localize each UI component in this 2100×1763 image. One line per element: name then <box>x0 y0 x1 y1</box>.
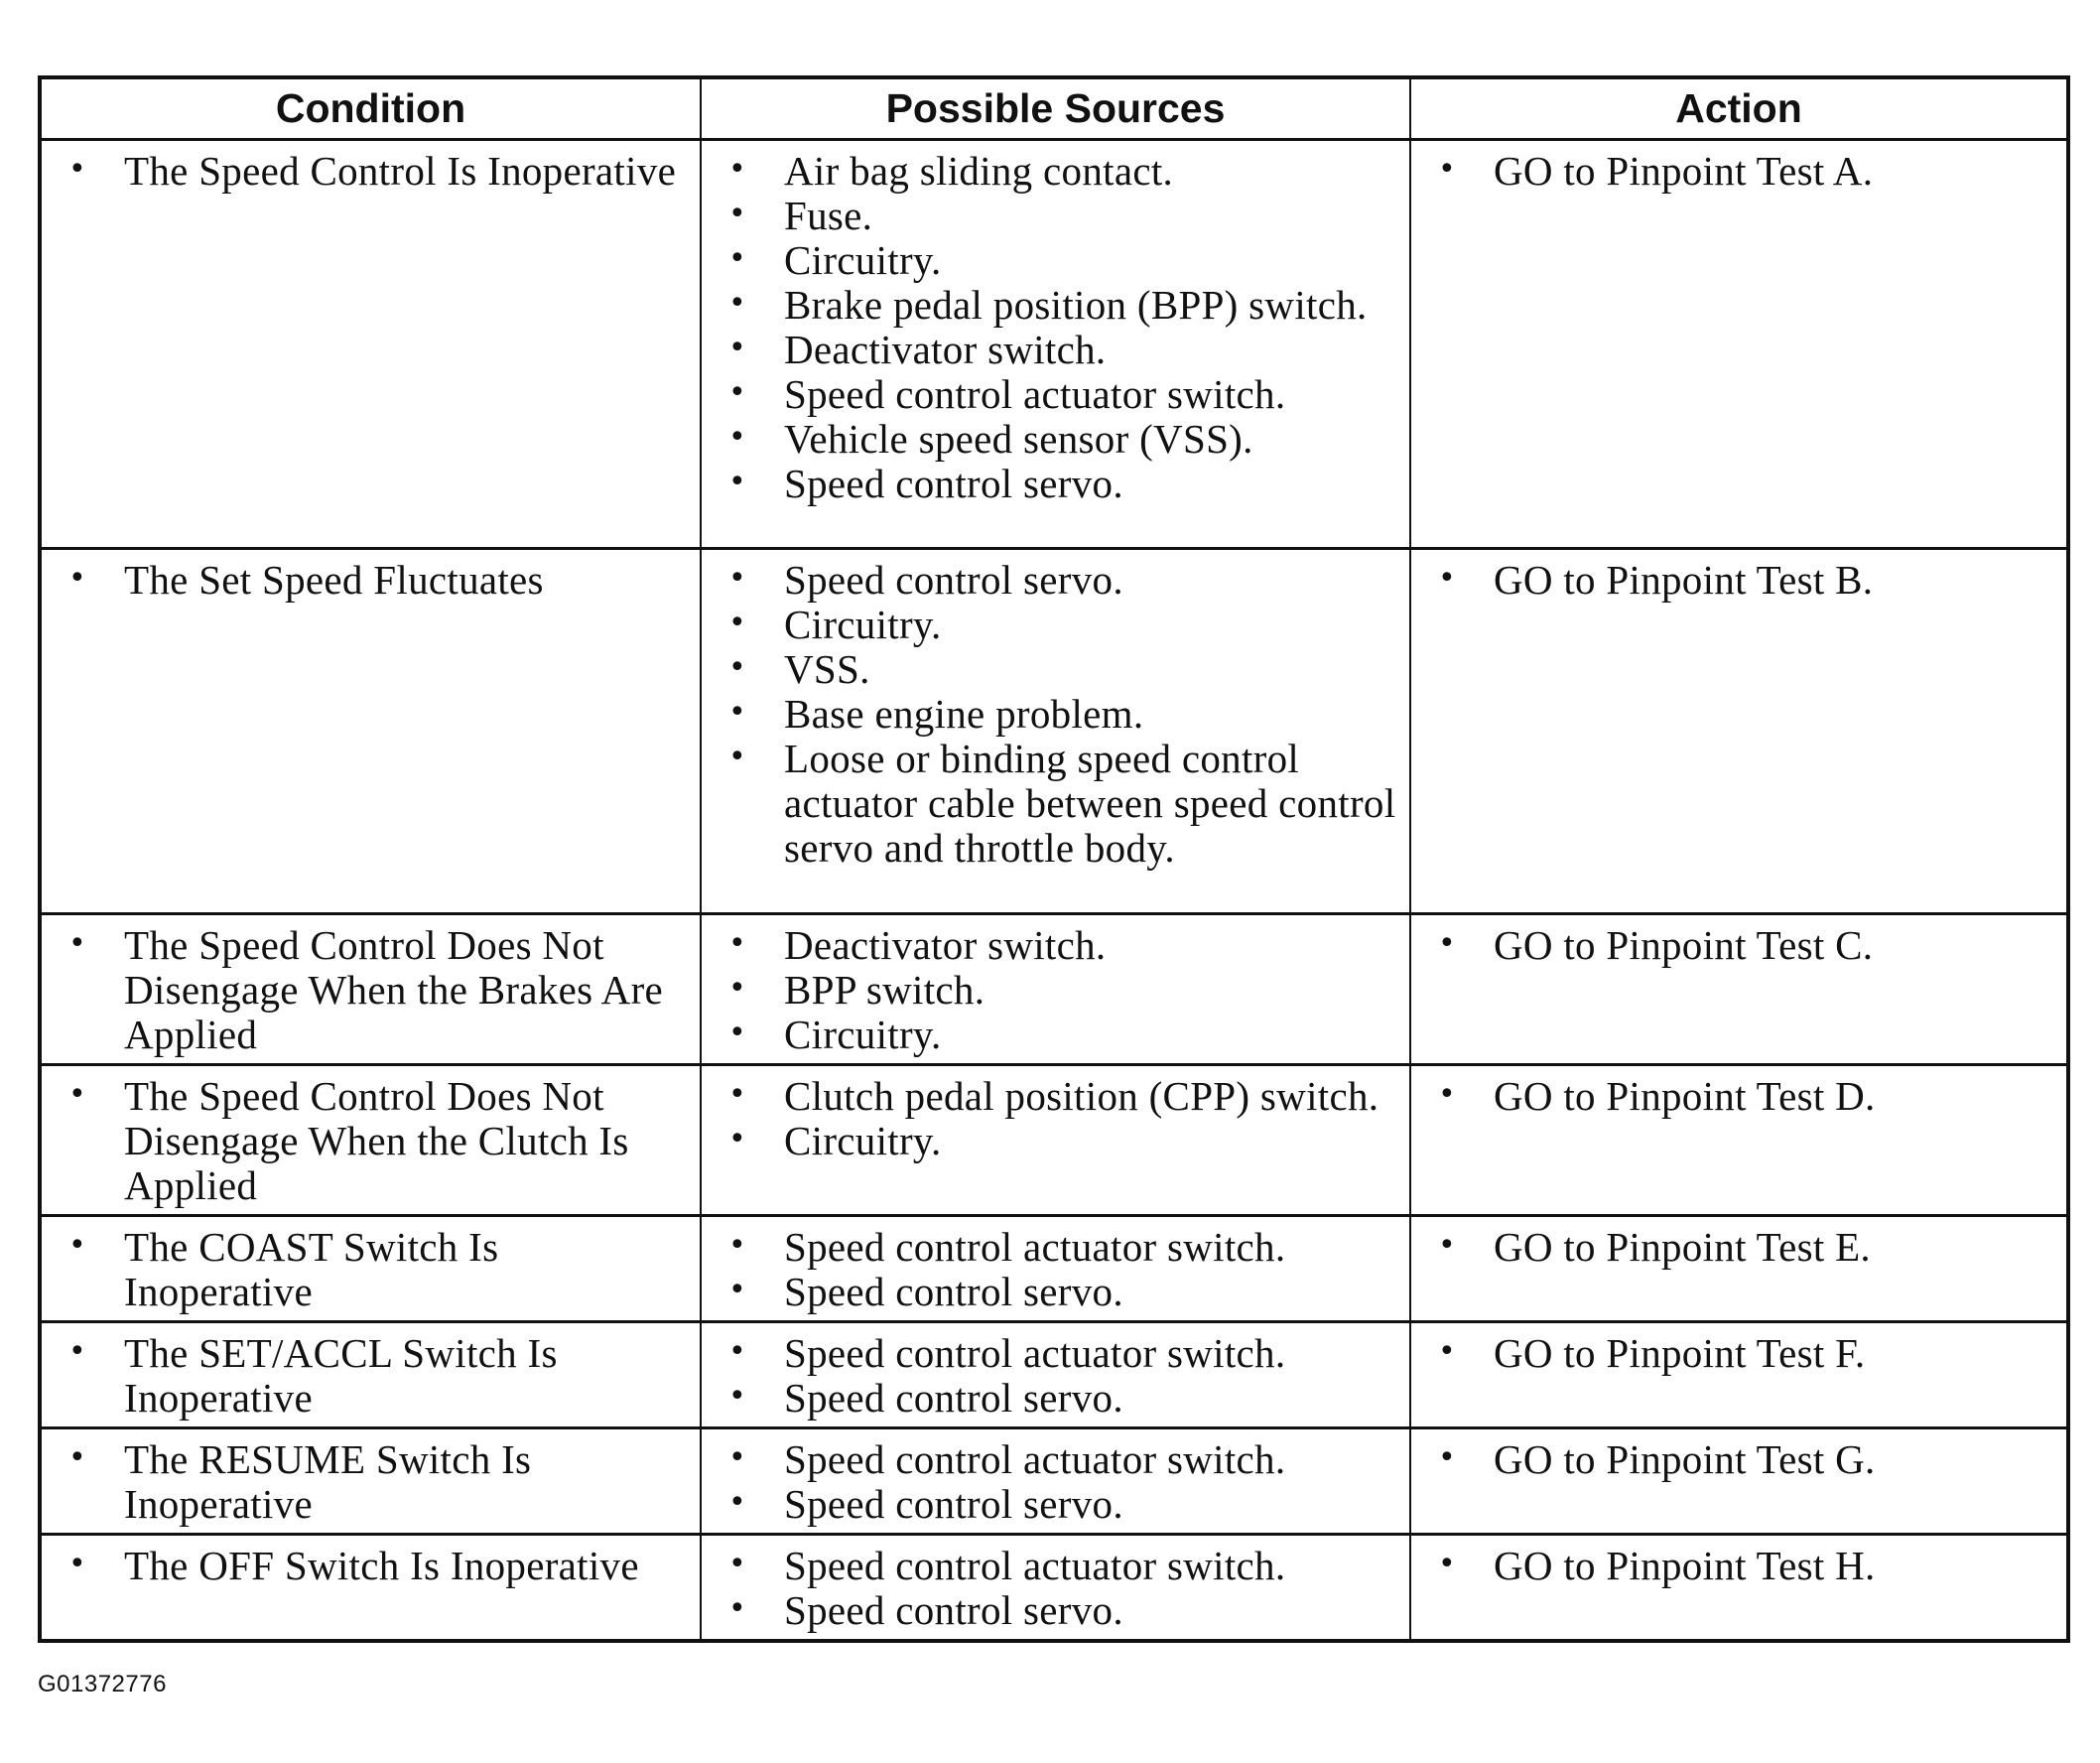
source-item <box>702 647 1399 692</box>
sources-list <box>702 1074 1399 1163</box>
condition-list <box>42 1437 690 1527</box>
sources-list <box>702 1225 1399 1314</box>
condition-item <box>42 923 690 1057</box>
source-item <box>702 1437 1399 1482</box>
possible-sources-cell <box>701 914 1410 1065</box>
action-item <box>1411 1074 2056 1119</box>
source-item <box>702 1270 1399 1314</box>
bullet-icon: • <box>728 1077 746 1112</box>
condition-item-text: The Speed Control Is Inoperative <box>124 148 677 194</box>
source-item-text: Speed control actuator switch. <box>784 1330 1286 1376</box>
bullet-icon: • <box>728 241 746 276</box>
table-body <box>40 140 2068 1642</box>
sources-list <box>702 923 1399 1057</box>
source-item-text: Air bag sliding contact. <box>784 148 1174 194</box>
action-item-text: GO to Pinpoint Test G. <box>1494 1436 1876 1482</box>
source-item-text: VSS. <box>784 646 870 692</box>
bullet-icon: • <box>1438 152 1456 187</box>
source-item <box>702 283 1399 328</box>
condition-item <box>42 149 690 194</box>
action-cell <box>1410 140 2068 549</box>
bullet-icon: • <box>728 926 746 961</box>
action-list <box>1411 1225 2056 1270</box>
condition-item-text: The Speed Control Does Not Disengage When the Brakes Are Applied <box>124 922 664 1057</box>
source-item-text: Brake pedal position (BPP) switch. <box>784 282 1368 328</box>
bullet-icon: • <box>1438 1547 1456 1581</box>
action-item-text: GO to Pinpoint Test B. <box>1494 557 1874 603</box>
condition-item-text: The COAST Switch Is Inoperative <box>124 1224 499 1314</box>
source-item <box>702 1331 1399 1376</box>
bullet-icon: • <box>728 375 746 410</box>
condition-cell <box>40 1322 701 1428</box>
bullet-icon: • <box>728 740 746 774</box>
diagnosis-table <box>38 75 2070 1643</box>
possible-sources-cell <box>701 1535 1410 1642</box>
source-item <box>702 1074 1399 1119</box>
action-item-text: GO to Pinpoint Test C. <box>1494 922 1874 968</box>
source-item <box>702 1376 1399 1421</box>
source-item-text: Fuse. <box>784 193 873 238</box>
action-item-text: GO to Pinpoint Test D. <box>1494 1073 1876 1119</box>
bullet-icon: • <box>728 465 746 499</box>
bullet-icon: • <box>728 971 746 1006</box>
condition-header: Condition <box>40 77 701 140</box>
source-item-text: Speed control servo. <box>784 1375 1123 1421</box>
bullet-icon: • <box>68 561 86 596</box>
action-item <box>1411 149 2056 194</box>
table-row <box>40 1065 2068 1216</box>
source-item-text: Speed control servo. <box>784 1481 1123 1527</box>
source-item <box>702 1013 1399 1057</box>
bullet-icon: • <box>1438 926 1456 961</box>
action-list <box>1411 1437 2056 1482</box>
source-item-text: Speed control servo. <box>784 557 1123 603</box>
source-item-text: Circuitry. <box>784 1012 942 1057</box>
action-list <box>1411 1331 2056 1376</box>
bullet-icon: • <box>1438 1077 1456 1112</box>
condition-list <box>42 1225 690 1314</box>
action-list <box>1411 149 2056 194</box>
bullet-icon: • <box>68 926 86 961</box>
sources-list <box>702 558 1399 871</box>
figure-id: G01372776 <box>38 1671 167 1697</box>
condition-list <box>42 558 690 603</box>
source-item <box>702 1225 1399 1270</box>
source-item <box>702 372 1399 417</box>
condition-item-text: The OFF Switch Is Inoperative <box>124 1543 639 1588</box>
source-item <box>702 923 1399 968</box>
sources-list <box>702 149 1399 506</box>
condition-list <box>42 1544 690 1588</box>
condition-item <box>42 1074 690 1208</box>
bullet-icon: • <box>68 1547 86 1581</box>
bullet-icon: • <box>728 1334 746 1369</box>
condition-cell <box>40 140 701 549</box>
bullet-icon: • <box>728 606 746 640</box>
bullet-icon: • <box>728 1379 746 1414</box>
action-item-text: GO to Pinpoint Test H. <box>1494 1543 1876 1588</box>
condition-item <box>42 1437 690 1527</box>
bullet-icon: • <box>728 695 746 730</box>
source-item-text: Speed control servo. <box>784 1587 1123 1633</box>
source-item-text: Circuitry. <box>784 602 942 647</box>
table-row <box>40 140 2068 549</box>
source-item <box>702 603 1399 647</box>
action-cell <box>1410 549 2068 914</box>
source-item-text: Circuitry. <box>784 1118 942 1163</box>
bullet-icon: • <box>728 650 746 685</box>
action-cell <box>1410 1428 2068 1535</box>
action-item <box>1411 558 2056 603</box>
action-item <box>1411 1437 2056 1482</box>
action-cell <box>1410 1322 2068 1428</box>
source-item-text: Speed control servo. <box>784 461 1123 506</box>
source-item <box>702 328 1399 372</box>
bullet-icon: • <box>728 286 746 321</box>
condition-item <box>42 1544 690 1588</box>
table-row <box>40 1535 2068 1642</box>
source-item <box>702 462 1399 506</box>
bullet-icon: • <box>728 1016 746 1050</box>
action-item-text: GO to Pinpoint Test E. <box>1494 1224 1871 1270</box>
possible-sources-cell <box>701 140 1410 549</box>
condition-item <box>42 1331 690 1421</box>
action-item-text: GO to Pinpoint Test A. <box>1494 148 1874 194</box>
condition-item <box>42 1225 690 1314</box>
bullet-icon: • <box>1438 561 1456 596</box>
sources-list <box>702 1331 1399 1421</box>
source-item <box>702 968 1399 1013</box>
source-item <box>702 558 1399 603</box>
action-list <box>1411 1544 2056 1588</box>
condition-cell <box>40 1065 701 1216</box>
header-row <box>40 77 2068 140</box>
condition-list <box>42 149 690 194</box>
possible-sources-cell <box>701 1065 1410 1216</box>
bullet-icon: • <box>728 1273 746 1307</box>
source-item-text: Clutch pedal position (CPP) switch. <box>784 1073 1379 1119</box>
source-item <box>702 1544 1399 1588</box>
bullet-icon: • <box>728 1591 746 1626</box>
source-item <box>702 1119 1399 1163</box>
possible-sources-cell <box>701 1322 1410 1428</box>
source-item-text: Deactivator switch. <box>784 922 1107 968</box>
action-list <box>1411 923 2056 968</box>
source-item-text: Speed control servo. <box>784 1269 1123 1314</box>
bullet-icon: • <box>728 1547 746 1581</box>
condition-cell <box>40 549 701 914</box>
source-item-text: Speed control actuator switch. <box>784 1543 1286 1588</box>
source-item-text: Vehicle speed sensor (VSS). <box>784 416 1253 462</box>
source-item-text: Base engine problem. <box>784 691 1144 737</box>
condition-list <box>42 1074 690 1208</box>
table-row <box>40 1216 2068 1322</box>
table-row <box>40 914 2068 1065</box>
action-item <box>1411 1225 2056 1270</box>
bullet-icon: • <box>68 1440 86 1475</box>
bullet-icon: • <box>728 420 746 455</box>
bullet-icon: • <box>1438 1228 1456 1263</box>
bullet-icon: • <box>728 1228 746 1263</box>
action-cell <box>1410 914 2068 1065</box>
condition-list <box>42 1331 690 1421</box>
action-item <box>1411 1544 2056 1588</box>
sources-list <box>702 1544 1399 1633</box>
action-list <box>1411 558 2056 603</box>
action-item <box>1411 1331 2056 1376</box>
source-item <box>702 1588 1399 1633</box>
table-row <box>40 1428 2068 1535</box>
possible-sources-cell <box>701 1216 1410 1322</box>
condition-item-text: The Speed Control Does Not Disengage When the Clutch Is Applied <box>124 1073 629 1208</box>
bullet-icon: • <box>728 561 746 596</box>
source-item-text: Loose or binding speed control actuator cable between speed control servo and throttle body. <box>784 736 1396 871</box>
condition-list <box>42 923 690 1057</box>
action-item <box>1411 923 2056 968</box>
condition-cell <box>40 1428 701 1535</box>
condition-item-text: The Set Speed Fluctuates <box>124 557 544 603</box>
bullet-icon: • <box>1438 1440 1456 1475</box>
source-item-text: Speed control actuator switch. <box>784 371 1286 417</box>
source-item <box>702 149 1399 194</box>
source-item-text: BPP switch. <box>784 967 985 1013</box>
source-item <box>702 692 1399 737</box>
condition-item-text: The SET/ACCL Switch Is Inoperative <box>124 1330 558 1421</box>
action-cell <box>1410 1065 2068 1216</box>
bullet-icon: • <box>68 1228 86 1263</box>
possible-sources-cell <box>701 549 1410 914</box>
table-row <box>40 1322 2068 1428</box>
action-list <box>1411 1074 2056 1119</box>
source-item-text: Speed control actuator switch. <box>784 1436 1286 1482</box>
bullet-icon: • <box>728 331 746 365</box>
bullet-icon: • <box>728 197 746 231</box>
source-item <box>702 737 1399 871</box>
source-item-text: Circuitry. <box>784 237 942 283</box>
action-header: Action <box>1410 77 2068 140</box>
bullet-icon: • <box>68 1077 86 1112</box>
source-item-text: Deactivator switch. <box>784 327 1107 372</box>
condition-cell <box>40 1216 701 1322</box>
bullet-icon: • <box>728 1440 746 1475</box>
action-cell <box>1410 1216 2068 1322</box>
condition-item-text: The RESUME Switch Is Inoperative <box>124 1436 532 1527</box>
bullet-icon: • <box>728 1485 746 1520</box>
sources-list <box>702 1437 1399 1527</box>
possible-sources-header: Possible Sources <box>701 77 1410 140</box>
bullet-icon: • <box>1438 1334 1456 1369</box>
table-row <box>40 549 2068 914</box>
source-item <box>702 417 1399 462</box>
action-item-text: GO to Pinpoint Test F. <box>1494 1330 1866 1376</box>
possible-sources-cell <box>701 1428 1410 1535</box>
source-item <box>702 238 1399 283</box>
source-item-text: Speed control actuator switch. <box>784 1224 1286 1270</box>
source-item <box>702 194 1399 238</box>
bullet-icon: • <box>728 1122 746 1156</box>
condition-cell <box>40 914 701 1065</box>
bullet-icon: • <box>728 152 746 187</box>
bullet-icon: • <box>68 1334 86 1369</box>
source-item <box>702 1482 1399 1527</box>
condition-item <box>42 558 690 603</box>
bullet-icon: • <box>68 152 86 187</box>
action-cell <box>1410 1535 2068 1642</box>
condition-cell <box>40 1535 701 1642</box>
